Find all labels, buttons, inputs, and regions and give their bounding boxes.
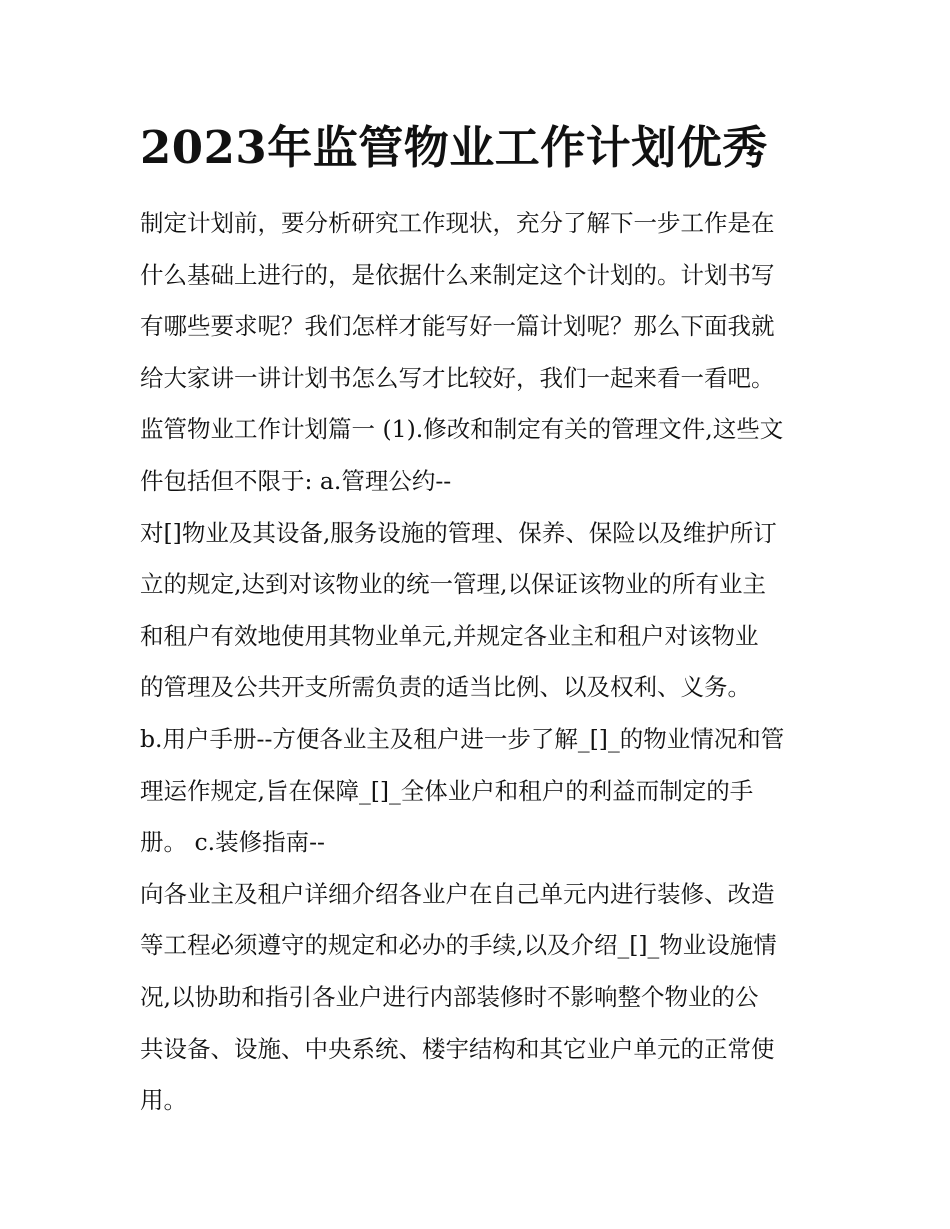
body-line: 册。 c.装修指南--	[140, 828, 325, 857]
body-line: 给大家讲一讲计划书怎么写才比较好，我们一起来看一看吧。	[140, 363, 775, 392]
body-line: 用。	[140, 1086, 187, 1115]
body-line: 向各业主及租户详细介绍各业户在自己单元内进行装修、改造	[140, 879, 775, 908]
body-line: 制定计划前，要分析研究工作现状，充分了解下一步工作是在	[140, 209, 775, 237]
body-line: 等工程必须遵守的规定和必办的手续,以及介绍_[]_物业设施情	[140, 931, 777, 960]
body-line: 共设备、设施、中央系统、楼宇结构和其它业户单元的正常使	[140, 1034, 775, 1063]
document-title: 2023年监管物业工作计划优秀	[140, 121, 768, 174]
body-line: 监管物业工作计划篇一 (1).修改和制定有关的管理文件,这些文	[140, 415, 784, 444]
body-line: 什么基础上进行的，是依据什么来制定这个计划的。计划书写	[140, 260, 775, 289]
body-line: 况,以协助和指引各业户进行内部装修时不影响整个物业的公	[140, 982, 759, 1011]
body-line: 理运作规定,旨在保障_[]_全体业户和租户的利益而制定的手	[140, 776, 754, 805]
document-body	[140, 198, 830, 1127]
body-line: 和租户有效地使用其物业单元,并规定各业主和租户对该物业	[140, 621, 759, 650]
body-line: b.用户手册--方便各业主及租户进一步了解_[]_的物业情况和管	[140, 724, 785, 753]
body-line: 件包括但不限于: a.管理公约--	[140, 466, 452, 495]
body-line: 有哪些要求呢？我们怎样才能写好一篇计划呢？那么下面我就	[140, 312, 775, 341]
body-line: 立的规定,达到对该物业的统一管理,以保证该物业的所有业主	[140, 570, 766, 599]
body-line: 的管理及公共开支所需负责的适当比例、以及权利、义务。	[140, 673, 751, 702]
body-line: 对[]物业及其设备,服务设施的管理、保养、保险以及维护所订	[140, 518, 777, 547]
